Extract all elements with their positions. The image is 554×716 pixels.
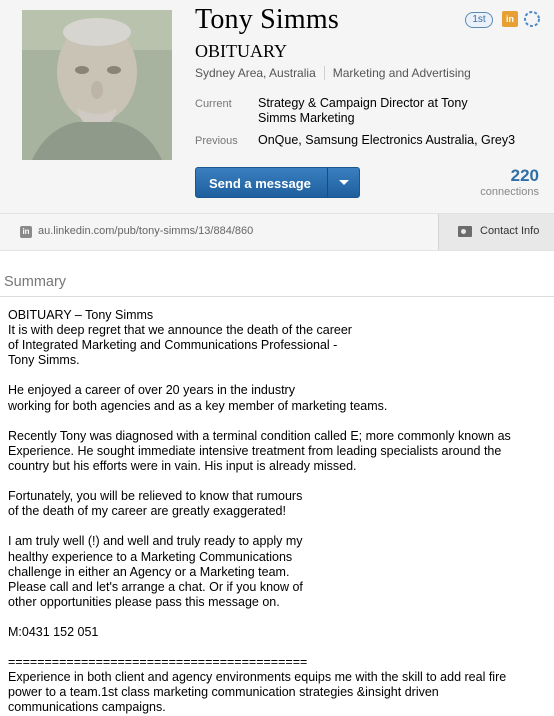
- summary-paragraph: OBITUARY – Tony Simms It is with deep regret that we announce the death of the career of Integrated Marketing and Communications Professional - Tony Simms.: [8, 308, 352, 368]
- summary-phone: M:0431 152 051: [8, 624, 99, 639]
- profile-name: Tony Simms: [195, 4, 339, 35]
- connections-count[interactable]: 220: [510, 166, 539, 185]
- button-divider: [327, 168, 328, 197]
- send-message-button[interactable]: [195, 167, 360, 198]
- previous-label: Previous: [195, 135, 238, 147]
- summary-paragraph: Recently Tony was diagnosed with a terminal condition called E; more commonly known as Experience. He sought immediate intensive treatment from leading specialists around the country but his efforts were in vain. His input is already missed.: [8, 428, 511, 473]
- summary-heading: Summary: [4, 274, 67, 290]
- contact-info-button[interactable]: [438, 214, 554, 250]
- contact-info-label: Contact Info: [480, 225, 540, 237]
- linkedin-premium-icon[interactable]: in: [502, 11, 518, 27]
- summary-paragraph: Fortunately, you will be relieved to know that rumours of the death of my career are greatly exaggerated!: [8, 489, 303, 519]
- profile-industry[interactable]: Marketing and Advertising: [332, 66, 471, 80]
- summary-paragraph: I am truly well (!) and well and truly ready to apply my healthy experience to a Marketing Communications challenge in either an Agency or a Marketing team. Please call and let's arrange a chat. Or if you know of other opportunities please pass this message on.: [8, 534, 303, 609]
- linkedin-icon: in: [20, 226, 32, 238]
- connection-degree-badge: 1st: [465, 12, 493, 28]
- profile-photo[interactable]: [22, 10, 172, 160]
- summary-divider: [0, 296, 554, 297]
- network-icon[interactable]: [523, 10, 541, 28]
- send-message-label: Send a message: [209, 176, 311, 191]
- previous-positions[interactable]: OnQue, Samsung Electronics Australia, Grey3: [258, 133, 516, 147]
- summary-paragraph: ========================================= Experience in both client and agency environments equips me with the skill to add real fire power to a team.1st class marketing communication strategies &insight driven communications campaigns.: [8, 655, 507, 715]
- current-label: Current: [195, 98, 232, 110]
- current-position[interactable]: Strategy & Campaign Director at Tony Simms Marketing: [258, 96, 468, 125]
- summary-paragraph: He enjoyed a career of over 20 years in the industry working for both agencies and as a key member of marketing teams.: [8, 383, 388, 413]
- chevron-down-icon[interactable]: [339, 180, 349, 185]
- profile-meta: [195, 66, 471, 80]
- public-profile-url[interactable]: au.linkedin.com/pub/tony-simms/13/884/860: [38, 225, 254, 237]
- connections-label: connections: [480, 186, 539, 198]
- summary-body: [8, 308, 548, 716]
- profile-location[interactable]: Sydney Area, Australia: [195, 66, 316, 80]
- contact-card-icon: [458, 226, 472, 237]
- public-profile-url-bar: [0, 214, 554, 251]
- profile-top-card: [0, 0, 554, 214]
- profile-headline: OBITUARY: [195, 41, 288, 61]
- meta-divider: [324, 66, 325, 80]
